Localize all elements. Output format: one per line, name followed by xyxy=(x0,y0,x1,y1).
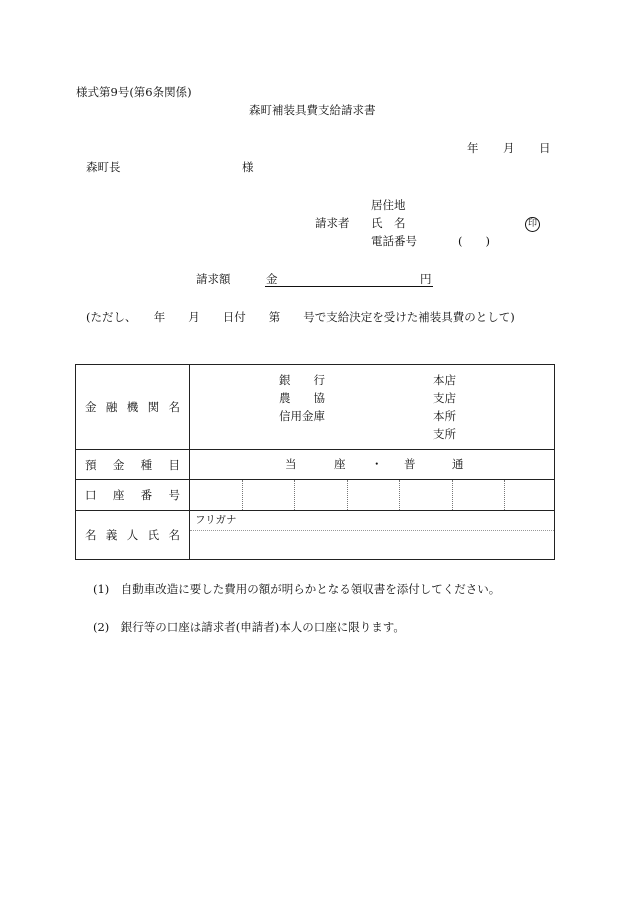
label-char: 目 xyxy=(168,457,180,472)
label-char: 預 xyxy=(85,457,97,472)
bank-type-agri: 農 協 xyxy=(279,391,325,405)
account-digit-divider xyxy=(504,480,505,510)
address-label: 居住地 xyxy=(371,198,406,212)
furigana-divider xyxy=(190,530,554,531)
account-digit-divider xyxy=(399,480,400,510)
label-char: 氏 xyxy=(147,528,160,542)
bank-type-bank: 銀 行 xyxy=(279,373,325,387)
label-char: 番 xyxy=(140,488,153,502)
label-char: 号 xyxy=(168,488,180,502)
account-digit-divider xyxy=(347,480,348,510)
bank-type-credit: 信用金庫 xyxy=(279,409,325,423)
date-year: 年 xyxy=(467,141,479,155)
date-month: 月 xyxy=(503,141,515,155)
phone-paren: ( ) xyxy=(458,234,490,248)
label-char: 融 xyxy=(105,400,118,414)
account-holder-label xyxy=(76,511,189,559)
account-digit-divider xyxy=(242,480,243,510)
deposit-ordinary-2: 通 xyxy=(452,457,464,471)
seal-mark: 印 xyxy=(525,217,540,232)
branch-sub: 支所 xyxy=(433,427,456,441)
requester-label: 請求者 xyxy=(315,216,350,230)
label-char: 名 xyxy=(168,400,180,414)
phone-label: 電話番号 xyxy=(371,234,417,248)
deposit-separator: ・ xyxy=(371,457,383,471)
label-char: 口 xyxy=(85,488,97,502)
amount-prefix: 金 xyxy=(266,272,278,286)
bank-account-table xyxy=(75,364,555,560)
deposit-current-1: 当 xyxy=(285,457,297,471)
label-char: 金 xyxy=(112,457,125,472)
account-digit-divider xyxy=(452,480,453,510)
label-char: 機 xyxy=(126,400,139,414)
account-digit-divider xyxy=(294,480,295,510)
decision-note: (ただし、 年 月 日付 第 号で支給決定を受けた補装具費のとして) xyxy=(86,310,515,324)
account-number-label xyxy=(76,480,189,510)
furigana-label: フリガナ xyxy=(195,514,237,526)
label-char: 名 xyxy=(85,528,97,542)
label-char: 関 xyxy=(147,400,160,414)
branch-head-office: 本店 xyxy=(433,373,456,387)
document-title: 森町補装具費支給請求書 xyxy=(249,103,376,117)
deposit-type-label xyxy=(76,450,189,479)
amount-label: 請求額 xyxy=(196,272,231,286)
bank-name-label xyxy=(76,365,189,449)
form-number: 様式第9号(第6条関係) xyxy=(76,85,192,99)
label-char: 種 xyxy=(140,457,153,472)
label-char: 座 xyxy=(112,488,125,502)
branch-main: 本所 xyxy=(433,409,456,423)
note-2: (2) 銀行等の口座は請求者(申請者)本人の口座に限ります。 xyxy=(93,620,405,634)
name-label: 氏 名 xyxy=(371,216,406,230)
label-char: 名 xyxy=(168,528,180,542)
deposit-current-2: 座 xyxy=(334,457,346,471)
addressee-name: 森町長 xyxy=(86,160,121,174)
label-char: 人 xyxy=(126,528,139,542)
deposit-ordinary-1: 普 xyxy=(404,457,416,471)
note-1: (1) 自動車改造に要した費用の額が明らかとなる領収書を添付してください。 xyxy=(93,582,501,596)
amount-field[interactable] xyxy=(265,286,433,287)
branch-branch: 支店 xyxy=(433,391,456,405)
label-char: 義 xyxy=(105,528,118,542)
amount-suffix: 円 xyxy=(420,272,432,286)
date-day: 日 xyxy=(539,141,551,155)
label-char: 金 xyxy=(85,400,97,414)
addressee-honorific: 様 xyxy=(242,160,254,174)
